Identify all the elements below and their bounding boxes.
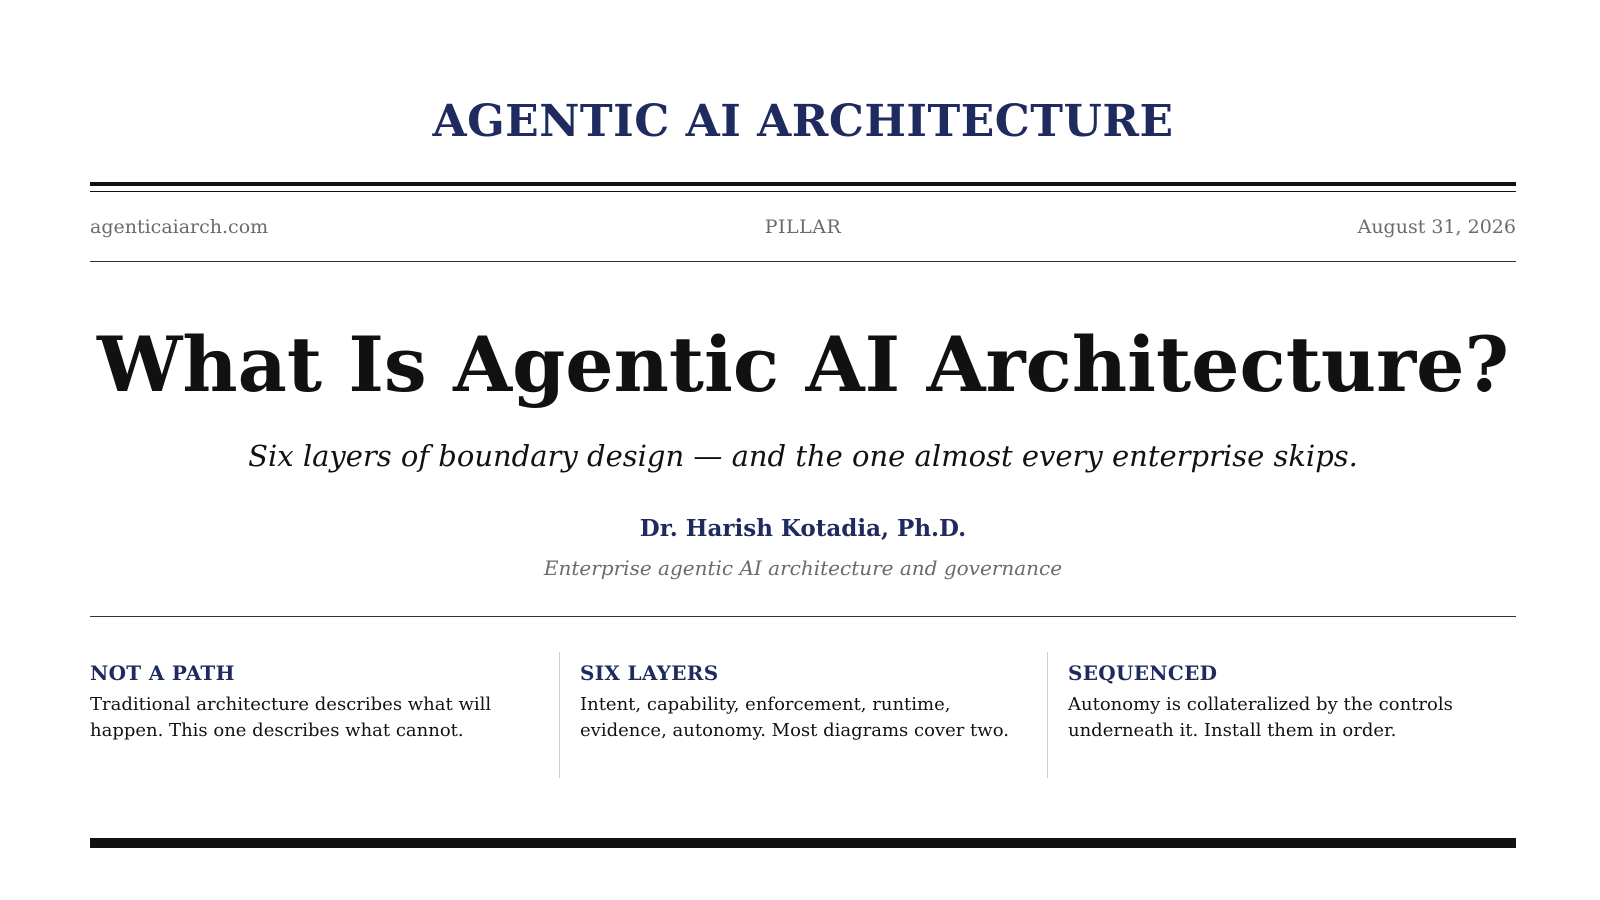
section-label: PILLAR	[764, 216, 842, 238]
publish-date: August 31, 2026	[1357, 216, 1516, 238]
column-body: Intent, capability, enforcement, runtime, evidence, autonomy. Most diagrams cover two.	[580, 694, 1009, 741]
section-divider	[90, 616, 1516, 617]
article-dek: Six layers of boundary design — and the one almost every enterprise skips.	[248, 439, 1358, 473]
masthead-title: AGENTIC AI ARCHITECTURE	[432, 96, 1174, 147]
meta-bar	[90, 216, 1516, 242]
footer-rule	[90, 838, 1516, 848]
summary-columns	[90, 652, 1516, 778]
masthead-rule-thin	[90, 191, 1516, 192]
summary-column	[90, 652, 559, 778]
column-title: SIX LAYERS	[580, 661, 719, 685]
site-name: agenticaiarch.com	[90, 216, 269, 238]
summary-column	[559, 652, 1047, 778]
author-affiliation: Enterprise agentic AI architecture and governance	[543, 556, 1063, 580]
column-title: NOT A PATH	[90, 661, 235, 685]
article-page	[90, 0, 1516, 900]
article-headline: What Is Agentic AI Architecture?	[96, 320, 1510, 409]
meta-rule	[90, 261, 1516, 262]
author-name: Dr. Harish Kotadia, Ph.D.	[639, 515, 967, 542]
column-body: Traditional architecture describes what will happen. This one describes what cannot.	[90, 694, 492, 741]
column-title: SEQUENCED	[1068, 661, 1218, 685]
summary-column	[1047, 652, 1516, 778]
masthead-rule-thick	[90, 182, 1516, 186]
column-body: Autonomy is collateralized by the controls underneath it. Install them in order.	[1068, 694, 1453, 741]
